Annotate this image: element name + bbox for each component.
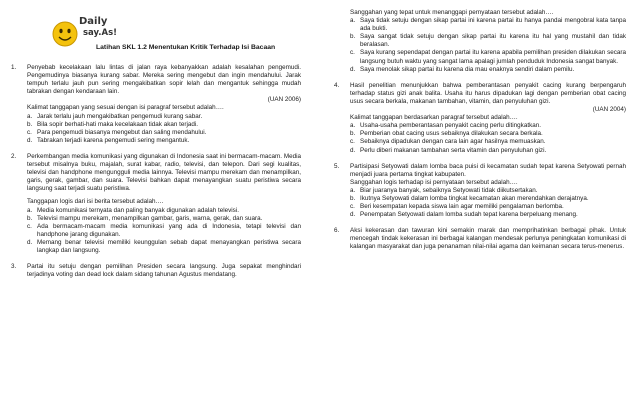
question-prompt: Sanggahan yang tepat untuk menanggapi pernyataan tersebut adalah…. xyxy=(350,9,554,16)
option-text: Memang benar televisi memiliki keunggulan sebab dapat menayangkan peristiwa secara langkap dan langsung. xyxy=(37,238,301,254)
left-column xyxy=(11,64,301,287)
question-prompt: Kalimat tanggapan yang sesuai dengan isi paragraf tersebut adalah…. xyxy=(27,104,224,112)
question-prompt: Tanggapan logis dari isi berita tersebut adalah…. xyxy=(27,198,164,206)
option-text: Penempatan Setyowati dalam lomba sudah tepat karena berpeluang menang. xyxy=(360,211,578,219)
option-text: Pemberian obat cacing usus sebaiknya dilakukan secara berkala. xyxy=(360,130,543,138)
answer-option[interactable] xyxy=(27,129,301,137)
question-prompt: Sanggahan logis terhadap isi pernyataan tersebut adalah…. xyxy=(350,178,518,186)
answer-option[interactable] xyxy=(27,215,301,223)
answer-option[interactable] xyxy=(350,147,626,155)
answer-option[interactable] xyxy=(350,17,626,33)
question-source: (UAN 2006) xyxy=(267,96,301,104)
question-5 xyxy=(334,163,626,220)
question-stem: Penyebab kecelakaan lalu lintas di jalan raya kebanyakkan adalah kesalahan pengemudi. Pengemudinya biasanya kurang sabar. Mereka sering mengebut dan ingin mendahului. Jarak tempuh terlalu jauh pun sering mengakibatkan sopir lelah dan mengantuk sehingga mudah tabrakan dengan kendaraan lain. xyxy=(27,64,301,96)
option-text: Media komunikasi ternyata dan paling banyak digunakan adalah televisi. xyxy=(37,206,239,214)
answer-option[interactable] xyxy=(27,121,301,129)
answer-options xyxy=(350,122,626,154)
logo-line1: Daily xyxy=(79,16,108,27)
option-text: Televisi mampu merekam, menampilkan gambar, garis, warna, gerak, dan suara. xyxy=(37,214,263,222)
answer-option[interactable] xyxy=(350,195,626,203)
question-stem: Hasil penelitian menunjukkan bahwa pemberantasan penyakit cacing kurang berpengaruh terhadap status gizi anak balita. Usaha itu harus dipadukan lagi dengan pemberian obat cacing usus secara berkala, makanan tambahan, vitamin, dan penyuluhan gizi. xyxy=(350,81,626,105)
option-text: Sebaiknya dipadukan dengan cara lain agar hasilnya memuaskan. xyxy=(360,138,546,146)
answer-option[interactable] xyxy=(350,49,626,65)
option-text: Usaha-usaha pemberantasan penyakit cacing perlu ditingkatkan. xyxy=(360,122,541,130)
answer-option[interactable] xyxy=(350,138,626,146)
option-text: Saya kurang sependapat dengan partai itu karena apabila pemilihan presiden dilakukan secara langsung butuh waktu yang sangat lama apalagi jumlah penduduk Indonesia sangat banyak. xyxy=(360,49,626,65)
option-letter: a. xyxy=(350,186,356,194)
question-number: 6. xyxy=(334,227,340,235)
logo-line2: say.As! xyxy=(83,28,117,38)
answer-option[interactable] xyxy=(350,203,626,211)
option-text: Ada bermacam-macam media komunikasi yang ada di Indonesia, tetapi televisi dan handphone jarang digunakan. xyxy=(37,222,301,238)
question-1 xyxy=(11,64,301,145)
option-letter: a. xyxy=(350,122,356,130)
right-column xyxy=(334,9,626,260)
option-text: Jarak terlalu jauh mengakibatkan pengemudi kurang sabar. xyxy=(37,112,203,120)
option-letter: b. xyxy=(350,130,356,138)
option-text: Perlu diberi makanan tambahan serta vitamin dan penyuluhan gizi. xyxy=(360,146,547,154)
question-stem: Perkembangan media komunikasi yang digunakan di Indonesia saat ini bermacam-macam. Media tersebut misalnya buku, majalah, surat kabar, radio, televisi, dan telepon. Dari segi kualitas, televisi dan handphone mengungguli media lainnya. Televisi mampu merekam dan menampilkan, garis, gerak, gambar, dan suara. Televisi bahkan dapat menayangkan suatu peristiwa secara langsung saat terjadi suatu peristiwa. xyxy=(27,152,301,193)
question-number: 3. xyxy=(11,263,17,271)
option-letter: d. xyxy=(27,238,33,246)
answer-option[interactable] xyxy=(27,137,301,145)
answer-option[interactable] xyxy=(27,239,301,255)
option-letter: a. xyxy=(27,112,33,120)
answer-options xyxy=(350,17,626,74)
question-prompt: Kalimat tanggapan berdasarkan paragraf tersebut adalah…. xyxy=(350,114,518,122)
question-stem: Partai itu setuju dengan pemilihan Presiden secara langsung. Juga sepakat menghindari terjadinya voting dan dead lock dalam sidang tahunan Agustus mendatang. xyxy=(27,263,301,279)
option-letter: a. xyxy=(350,17,356,25)
option-letter: a. xyxy=(27,206,33,214)
option-text: Saya menolak sikap partai itu karena dia mau enaknya sendiri dalam pemilu. xyxy=(360,65,575,73)
option-letter: b. xyxy=(27,120,33,128)
answer-options xyxy=(350,187,626,219)
question-number: 1. xyxy=(11,64,17,71)
answer-option[interactable] xyxy=(27,207,301,215)
answer-option[interactable] xyxy=(350,211,626,219)
question-number: 2. xyxy=(11,152,17,160)
option-letter: c. xyxy=(27,222,32,230)
option-text: Para pengemudi biasanya mengebut dan saling mendahului. xyxy=(37,128,207,136)
option-letter: b. xyxy=(27,214,33,222)
answer-option[interactable] xyxy=(350,122,626,130)
option-text: Bila sopir berhati-hati maka kecelakaan tidak akan terjadi. xyxy=(37,120,199,128)
question-source: (UAN 2004) xyxy=(592,106,626,114)
option-letter: b. xyxy=(350,194,356,202)
question-6 xyxy=(334,227,626,251)
option-letter: d. xyxy=(27,136,33,144)
option-letter: d. xyxy=(350,146,356,154)
option-text: Saya tidak setuju dengan sikap partai ini karena partai itu hanya pandai mengobral kata tanpa ada bukti. xyxy=(360,17,626,33)
option-letter: d. xyxy=(350,211,356,219)
question-stem: Partisipasi Setyowati dalam lomba baca puisi di kecamatan sudah tepat karena Setyowati pernah menjadi juara pertama tingkat kabupaten. xyxy=(350,162,626,178)
option-letter: c. xyxy=(350,138,355,146)
option-letter: c. xyxy=(27,128,32,136)
option-text: Beri kesempatan kepada siswa lain agar memiliki pengalaman berlomba. xyxy=(360,203,564,211)
question-2 xyxy=(11,153,301,255)
answer-option[interactable] xyxy=(27,223,301,239)
option-letter: d. xyxy=(350,65,356,73)
answer-option[interactable] xyxy=(350,33,626,49)
option-text: Biar juaranya banyak, sebaiknya Setyowati tidak diikutsertakan. xyxy=(360,186,538,194)
question-4 xyxy=(334,82,626,155)
option-letter: b. xyxy=(350,33,356,41)
answer-option[interactable] xyxy=(350,187,626,195)
question-number: 4. xyxy=(334,81,340,89)
question-stem: Aksi kekerasan dan tawuran kini semakin marak dan memprihatinkan berbagai pihak. Untuk mencegah tindak kekerasan ini berbagai kalangan mendesak perlunya peningkatan komunikasi di kalangan masyarakat dan juga penanaman nilai-nilai agama dan keimanan secara terus-menerus. xyxy=(350,227,626,251)
question-3 xyxy=(11,263,301,279)
option-text: Saya sangat tidak setuju dengan sikap partai itu karena itu hal yang mustahil dan tidak beralasan. xyxy=(360,33,626,49)
answer-options xyxy=(27,113,301,145)
answer-option[interactable] xyxy=(27,113,301,121)
worksheet-title: Latihan SKL 1.2 Menentukan Kritik Terhadap Isi Bacaan xyxy=(96,44,276,51)
question-number: 5. xyxy=(334,162,340,170)
answer-option[interactable] xyxy=(350,66,626,74)
option-text: Ikutnya Setyowati dalam lomba tingkat kecamatan akan merendahkan derajatnya. xyxy=(360,194,589,202)
question-3-continued xyxy=(334,9,626,74)
option-letter: c. xyxy=(350,203,355,211)
option-letter: c. xyxy=(350,49,355,57)
option-text: Tabrakan terjadi karena pengemudi sering mengantuk. xyxy=(37,136,190,144)
answer-option[interactable] xyxy=(350,130,626,138)
answer-options xyxy=(27,207,301,256)
